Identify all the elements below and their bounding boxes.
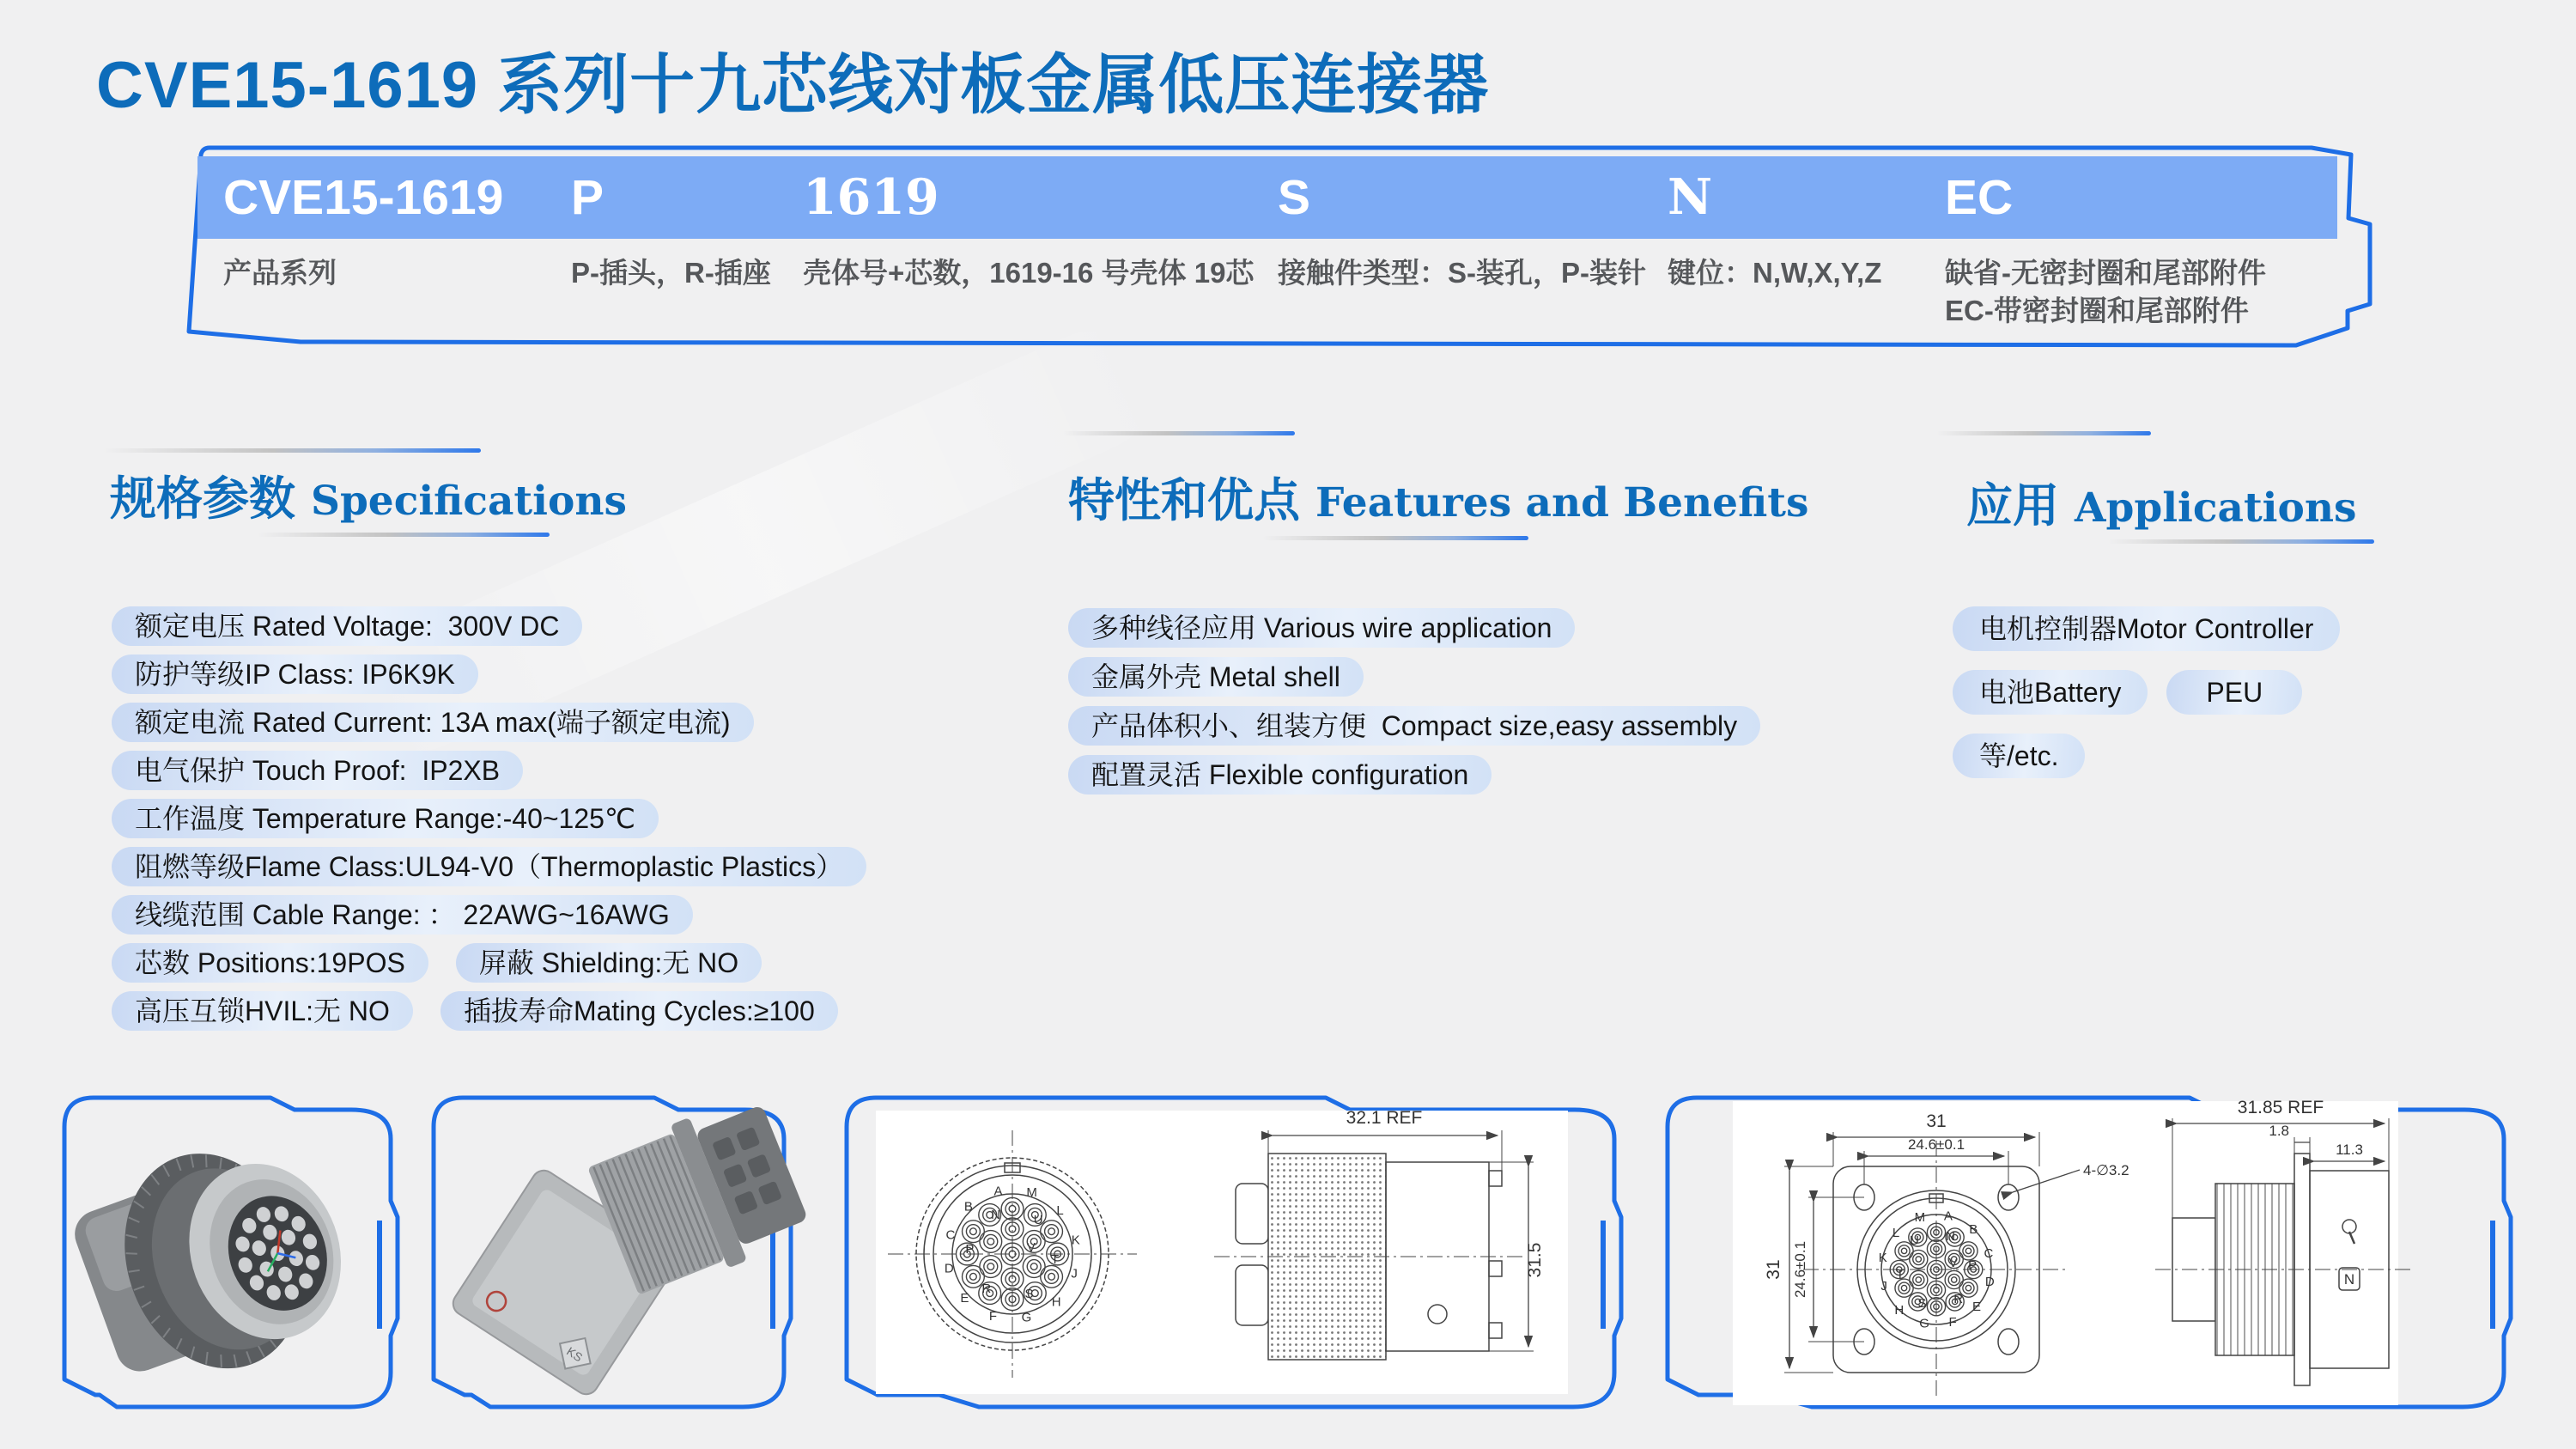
pill: 电池Battery xyxy=(1953,670,2148,715)
pn-desc-5: 缺省-无密封圈和尾部附件 EC-带密封圈和尾部附件 xyxy=(1945,257,2266,326)
pill: 金属外壳 Metal shell xyxy=(1068,657,1364,697)
pill: 额定电流 Rated Current: 13A max(端子额定电流) xyxy=(112,703,754,742)
svg-text:J: J xyxy=(1071,1266,1078,1282)
svg-text:A: A xyxy=(1943,1209,1953,1224)
pill: 电机控制器Motor Controller xyxy=(1953,606,2340,651)
pill: 工作温度 Temperature Range:-40~125℃ xyxy=(112,799,659,838)
pill: 等/etc. xyxy=(1953,734,2085,778)
svg-text:B: B xyxy=(1969,1222,1978,1238)
pn-code-3: S xyxy=(1278,170,1311,225)
svg-text:K: K xyxy=(1878,1251,1887,1266)
svg-text:U: U xyxy=(1033,1213,1043,1228)
svg-text:D: D xyxy=(944,1261,954,1276)
dim-24-6-left: 24.6±0.1 xyxy=(1792,1240,1808,1299)
pill-row xyxy=(112,895,693,935)
svg-text:H: H xyxy=(1894,1302,1905,1318)
pill: 芯数 Positions:19POS xyxy=(112,943,428,983)
key-mark-n: N xyxy=(2343,1271,2355,1288)
pill-row xyxy=(112,606,582,646)
svg-text:N: N xyxy=(1946,1228,1955,1244)
pill-row xyxy=(1953,606,2340,651)
dim-31-5: 31.5 xyxy=(1525,1242,1545,1278)
svg-text:N: N xyxy=(991,1207,1000,1222)
pn-desc-3: 接触件类型：S-装孔，P-装针 xyxy=(1278,257,1646,289)
part-number-bar xyxy=(197,156,2337,239)
pill-row xyxy=(1953,734,2085,778)
dim-24-6-top: 24.6±0.1 xyxy=(1907,1136,1965,1153)
pill-row xyxy=(112,703,754,742)
dim-31-top: 31 xyxy=(1926,1111,1947,1131)
specs-deco-line-bottom xyxy=(258,533,550,537)
pn-desc-4: 键位：N,W,X,Y,Z xyxy=(1668,257,1882,289)
svg-text:M: M xyxy=(1026,1184,1037,1200)
pill-row xyxy=(1068,755,1492,795)
pill: 电气保护 Touch Proof: IP2XB xyxy=(112,751,523,790)
applications-heading xyxy=(1966,469,2357,535)
pill: 线缆范围 Cable Range: ： 22AWG~16AWG xyxy=(112,895,693,935)
svg-text:R: R xyxy=(981,1281,992,1296)
specs-heading-en: Specifications xyxy=(311,478,627,525)
pn-code-4: N xyxy=(1668,168,1713,226)
part-number-descriptions xyxy=(197,254,2396,340)
pill-row xyxy=(112,943,762,983)
dim-1-8: 1.8 xyxy=(2269,1123,2289,1139)
plug-photo xyxy=(61,1115,369,1406)
receptacle-photo-panel xyxy=(423,1089,808,1417)
svg-text:L: L xyxy=(1892,1225,1900,1240)
pn-code-2: 1619 xyxy=(803,168,939,226)
svg-text:U: U xyxy=(1909,1233,1919,1249)
dim-31-85: 31.85 REF xyxy=(2237,1098,2324,1117)
applications-heading-en: Applications xyxy=(2075,484,2357,532)
svg-text:G: G xyxy=(1021,1310,1032,1325)
pill-row xyxy=(1068,657,1364,697)
pill: 配置灵活 Flexible configuration xyxy=(1068,755,1492,795)
svg-text:V: V xyxy=(1948,1256,1958,1270)
svg-text:D: D xyxy=(1984,1274,1995,1289)
pill: 防护等级IP Class: IP6K9K xyxy=(112,654,478,694)
plug-photo-panel xyxy=(54,1089,415,1417)
features-heading-en: Features and Benefits xyxy=(1315,479,1809,527)
features-heading-zh: 特性和优点 xyxy=(1068,475,1300,527)
specs-list xyxy=(112,606,866,1039)
applications-deco-line-top xyxy=(1936,431,2151,435)
dim-hole-callout: 4-∅3.2 xyxy=(2083,1162,2129,1178)
svg-text:P: P xyxy=(1968,1257,1978,1273)
svg-text:S: S xyxy=(1024,1287,1034,1302)
specs-deco-line-top xyxy=(103,448,481,453)
svg-text:C: C xyxy=(1984,1245,1994,1261)
pill-row xyxy=(112,991,838,1031)
pill-row xyxy=(112,799,659,838)
page-title: CVE15-1619 系列十九芯线对板金属低压连接器 xyxy=(96,49,1490,122)
pill-row xyxy=(1068,706,1760,746)
dim-32-1: 32.1 REF xyxy=(1346,1108,1423,1128)
pn-code-0: CVE15-1619 xyxy=(223,170,504,225)
svg-text:E: E xyxy=(960,1291,969,1306)
svg-text:E: E xyxy=(1971,1300,1981,1315)
dim-31-left: 31 xyxy=(1764,1259,1783,1280)
svg-text:P: P xyxy=(965,1241,975,1257)
svg-text:T: T xyxy=(1051,1252,1060,1268)
pn-code-1: P xyxy=(571,170,605,225)
pill: PEU xyxy=(2166,670,2302,715)
pill-row xyxy=(1953,670,2302,715)
svg-text:J: J xyxy=(1880,1279,1887,1294)
dim-11-3: 11.3 xyxy=(2336,1142,2363,1158)
pill: 产品体积小、组装方便 Compact size,easy assembly xyxy=(1068,706,1760,746)
svg-text:G: G xyxy=(1919,1316,1929,1331)
svg-text:C: C xyxy=(945,1227,956,1243)
features-heading xyxy=(1068,464,1808,530)
svg-text:M: M xyxy=(1914,1210,1926,1226)
svg-text:S: S xyxy=(1917,1296,1927,1312)
pill-row xyxy=(112,654,478,694)
svg-text:H: H xyxy=(1051,1294,1061,1310)
specs-heading-zh: 规格参数 xyxy=(110,473,295,525)
pn-desc-2: 壳体号+芯数，1619-16 号壳体 19芯 xyxy=(803,257,1255,289)
pn-code-5: EC xyxy=(1945,170,2014,225)
pill-row xyxy=(1068,608,1575,648)
svg-text:F: F xyxy=(1948,1314,1957,1330)
pill-row xyxy=(112,751,523,790)
svg-text:F: F xyxy=(988,1309,998,1324)
applications-deco-line-bottom xyxy=(2108,539,2374,544)
svg-text:A: A xyxy=(993,1184,1003,1199)
pill: 高压互锁HVIL:无 NO xyxy=(112,991,413,1031)
ks-logo: KS xyxy=(564,1343,586,1365)
pill: 插拔寿命Mating Cycles:≥100 xyxy=(440,991,838,1031)
svg-text:V: V xyxy=(1026,1240,1036,1255)
pill-row xyxy=(112,847,866,886)
features-deco-line-top xyxy=(1063,431,1295,435)
svg-text:T: T xyxy=(1896,1267,1905,1282)
pill: 屏蔽 Shielding:无 NO xyxy=(456,943,762,983)
applications-heading-zh: 应用 xyxy=(1966,480,2059,532)
pill: 额定电压 Rated Voltage: 300V DC xyxy=(112,606,582,646)
pn-desc-1: P-插头，R-插座 xyxy=(571,257,771,289)
svg-text:R: R xyxy=(1953,1291,1964,1306)
specs-heading xyxy=(110,462,627,528)
receptacle-drawing-panel xyxy=(1657,1089,2528,1417)
svg-text:B: B xyxy=(963,1199,973,1215)
features-list xyxy=(1068,608,1760,804)
features-deco-line-bottom xyxy=(1262,536,1528,540)
receptacle-photo xyxy=(448,1090,808,1398)
applications-list xyxy=(1953,606,2340,797)
pn-desc-0: 产品系列 xyxy=(223,257,337,289)
plug-drawing-panel xyxy=(836,1089,1638,1417)
pill: 多种线径应用 Various wire application xyxy=(1068,608,1575,648)
pill: 阻燃等级Flame Class:UL94-V0（Thermoplastic Plastics） xyxy=(112,847,866,886)
svg-text:K: K xyxy=(1071,1233,1080,1248)
svg-text:L: L xyxy=(1056,1202,1064,1218)
